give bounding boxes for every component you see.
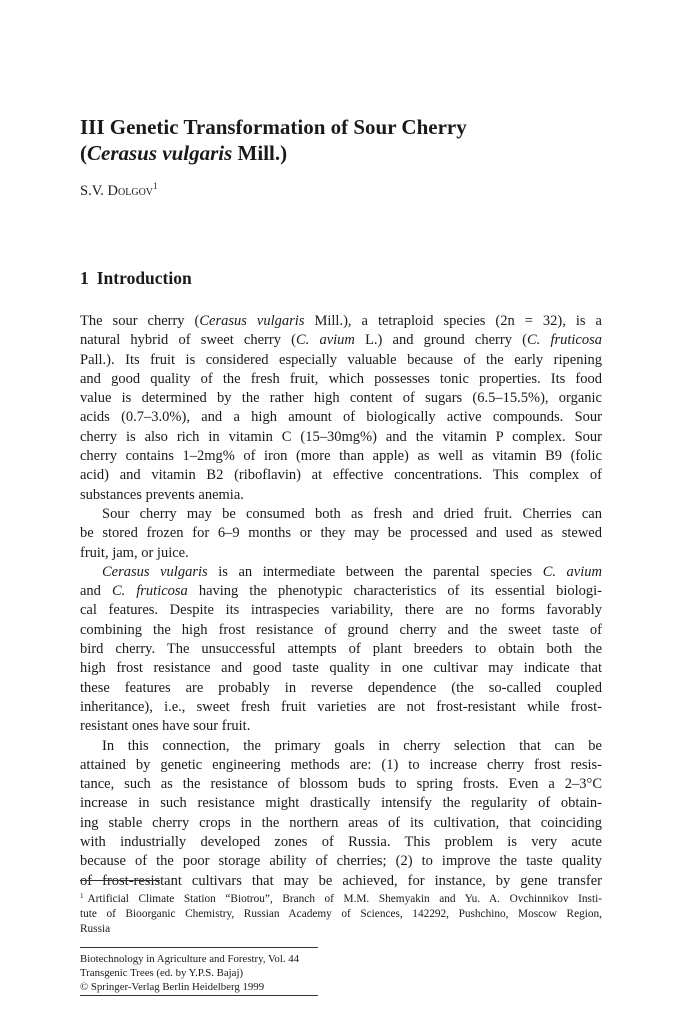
footnote-text: Artificial Climate Station “Biotrou”, Branch of M.M. Shemyakin and Yu. A. Ovchinnikov Insti-	[87, 893, 602, 905]
species-name: C. fruticosa	[526, 332, 603, 349]
paragraph	[80, 563, 602, 737]
text-line: combining the high frost resistance of ground cherry and the sweet taste of	[80, 621, 602, 638]
author-initials: S.V.	[80, 183, 108, 199]
publication-imprint	[80, 952, 299, 994]
text-line: Cerasus vulgaris is an intermediate between the parental species C. avium	[102, 563, 602, 580]
text-line: natural hybrid of sweet cherry (C. avium L.) and ground cherry (C. fruticosa	[80, 332, 603, 349]
chapter-title	[80, 114, 620, 166]
paragraph	[80, 737, 602, 891]
title-species-name: Cerasus vulgaris	[87, 141, 233, 165]
section-number: 1	[80, 268, 89, 288]
body-text	[80, 312, 602, 891]
section-title: Introduction	[96, 268, 192, 288]
text-line: attained by genetic engineering methods are: (1) to increase cherry frost resis-	[80, 756, 602, 773]
imprint-divider-bottom	[80, 995, 318, 996]
text-line: be stored frozen for 6–9 months or they may be processed and used as stewed	[80, 525, 602, 542]
text-line: cal features. Despite its intraspecies variability, there are no forms favorably	[80, 602, 602, 619]
text-line: value is determined by the rather high content of sugars (6.5–15.5%), organic	[80, 390, 602, 407]
chapter-title-line-2	[80, 140, 620, 166]
text-line: acid) and vitamin B2 (riboflavin) at effective concentrations. This complex of	[80, 467, 602, 484]
imprint-copyright: © Springer-Verlag Berlin Heidelberg 1999	[80, 981, 265, 993]
species-name: C. avium	[542, 563, 602, 580]
imprint-series: Biotechnology in Agriculture and Forestry, Vol. 44	[80, 953, 300, 965]
text-line: substances prevents anemia.	[80, 486, 244, 503]
paragraph	[80, 505, 602, 563]
species-name: Cerasus vulgaris	[102, 563, 208, 580]
text-line: cherry contains 1–2mg% of iron (more than apple) as well as vitamin B9 (folic	[80, 448, 602, 465]
text-line: bird cherry. The unsuccessful attempts of plant breeders to obtain both the	[80, 641, 602, 658]
text-line: acids (0.7–3.0%), and a high amount of biologically active compounds. Sour	[80, 409, 602, 426]
section-heading	[80, 268, 192, 289]
species-name: C. avium	[295, 332, 355, 349]
chapter-title-line-1: III Genetic Transformation of Sour Cherry	[80, 115, 467, 139]
imprint-volume-title: Transgenic Trees (ed. by Y.P.S. Bajaj)	[80, 967, 244, 979]
text-line: Sour cherry may be consumed both as fresh and dried fruit. Cherries can	[102, 505, 602, 522]
text-line: and C. fruticosa having the phenotypic characteristics of its essential biologi-	[80, 583, 603, 600]
text-line: these features are probably in reverse dependence (the so-called coupled	[80, 679, 602, 696]
author-footnote-mark: 1	[153, 181, 158, 191]
footnote-line: tute of Bioorganic Chemistry, Russian Academy of Sciences, 142292, Pushchino, Moscow Region,	[80, 908, 602, 920]
text-line: cherry is also rich in vitamin C (15–30mg%) and the vitamin P complex. Sour	[80, 428, 602, 445]
title-authority: Mill.)	[232, 141, 288, 165]
text-line: increase in such resistance might drastically intensify the regularity of obtain-	[80, 795, 602, 812]
text-line: and good quality of the fresh fruit, which possesses tonic properties. Its food	[80, 370, 602, 387]
footnote-line: Russia	[80, 923, 111, 935]
imprint-divider-top	[80, 947, 318, 948]
text-line: tance, such as the resistance of blossom buds to spring frosts. Even a 2–3°C	[80, 776, 602, 793]
text-line: Pall.). Its fruit is considered especially valuable because of the early ripening	[80, 351, 602, 368]
species-name: C. fruticosa	[111, 583, 188, 600]
text-line: because of the poor storage ability of cherries; (2) to improve the taste quality	[80, 853, 602, 870]
footnote-divider	[80, 880, 160, 881]
text-line: ing stable cherry crops in the northern areas of its cultivation, that coinciding	[80, 814, 602, 831]
author-surname: Dolgov	[107, 183, 154, 199]
text-line: In this connection, the primary goals in cherry selection that can be	[102, 737, 602, 754]
paragraph	[80, 312, 602, 505]
text-line: with industrially developed zones of Russia. This problem is very acute	[80, 834, 602, 851]
text-line: fruit, jam, or juice.	[80, 544, 189, 561]
text-line: resistant ones have sour fruit.	[80, 718, 251, 735]
title-paren-open: (	[80, 141, 87, 165]
text-line: of frost-resistant cultivars that may be achieved, for instance, by gene transfer	[80, 872, 602, 889]
species-name: Cerasus vulgaris	[199, 313, 305, 329]
footnote-line	[80, 889, 602, 907]
text-line: The sour cherry (Cerasus vulgaris Mill.), a tetraploid species (2n = 32), is a	[80, 313, 602, 329]
text-line: inheritance), i.e., sweet fresh fruit varieties are not frost-resistant while frost-	[80, 698, 602, 715]
footnote	[80, 889, 602, 937]
footnote-mark: 1	[80, 892, 84, 900]
author-line	[80, 181, 158, 200]
text-line: high frost resistance and good taste quality in one cultivar may indicate that	[80, 660, 602, 677]
